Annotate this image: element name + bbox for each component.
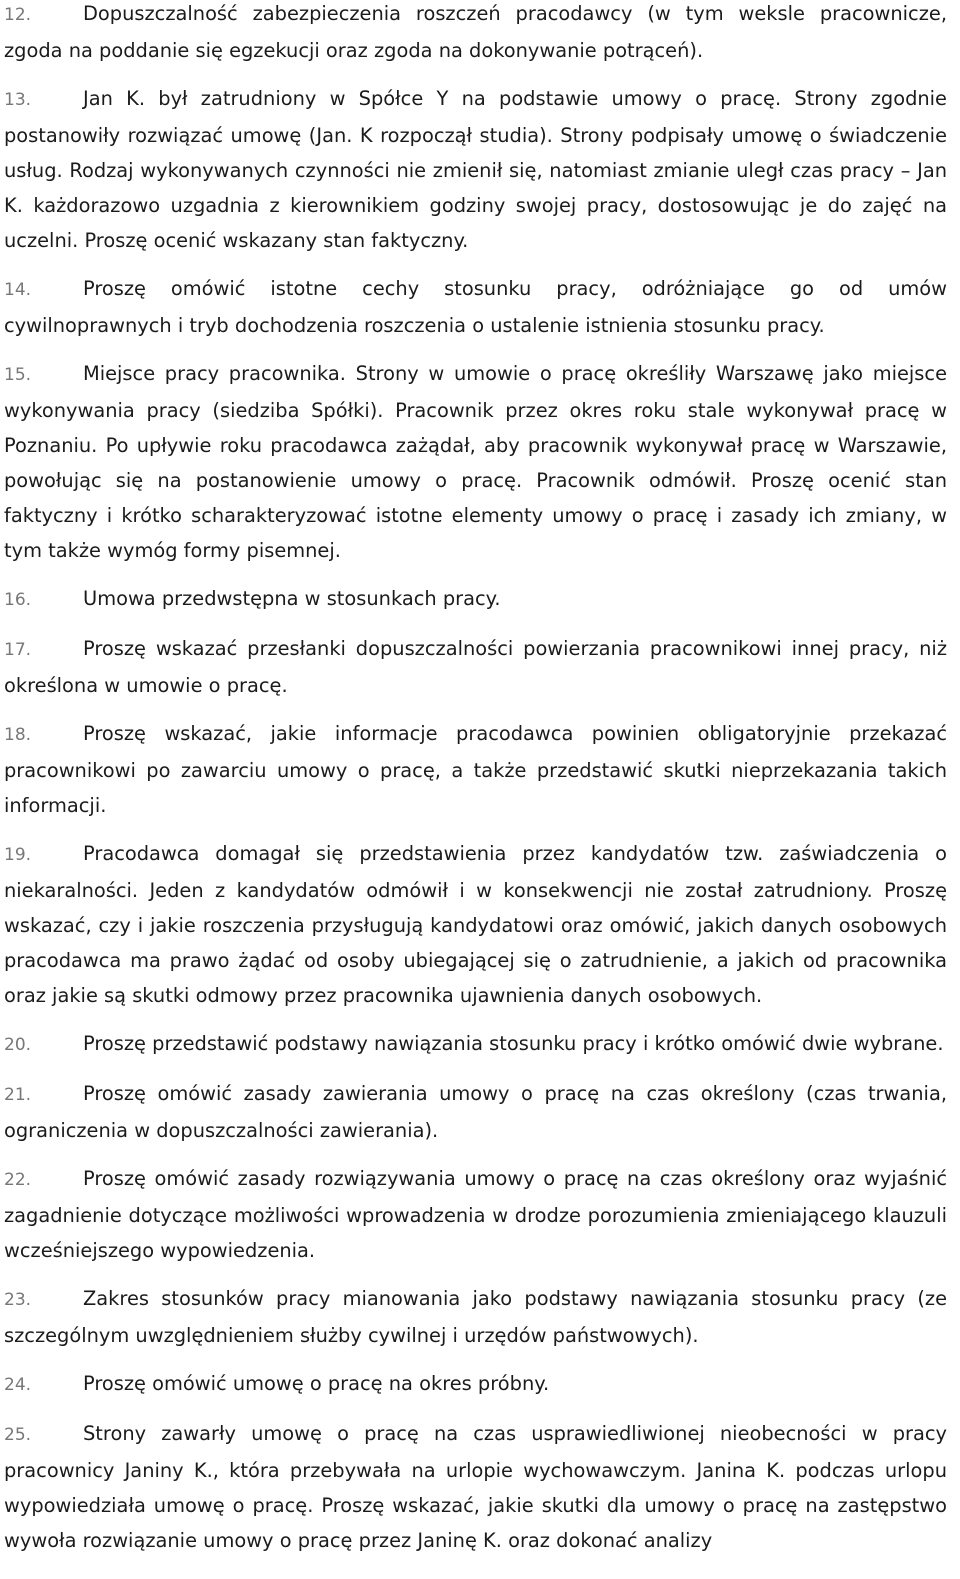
question-item: [4, 716, 947, 823]
question-item: [4, 0, 947, 68]
question-number: 24.: [4, 1375, 32, 1395]
question-text: Proszę omówić umowę o pracę na okres próbny.: [83, 1372, 550, 1395]
question-number: 22.: [4, 1170, 32, 1190]
question-item: [4, 1366, 947, 1403]
question-text: Pracodawca domagał się przedstawienia przez kandydatów tzw. zaświadczenia o niekaralności. Jeden z kandydatów odmówił i w konsekwencji nie został zatrudniony. Proszę wskazać, czy i jakie roszczenia przysługują kandydatowi oraz omówić, jakich danych osobowych pracodawca ma prawo żądać od osoby ubiegającej się o zatrudnienie, a jakich od pracownika oraz jakie są skutki odmowy przez pracownika ujawnienia danych osobowych.: [4, 842, 947, 1007]
question-number: 13.: [4, 90, 32, 110]
question-item: [4, 1161, 947, 1268]
question-text: Proszę omówić istotne cechy stosunku pracy, odróżniające go od umów cywilnoprawnych i tryb dochodzenia roszczenia o ustalenie istnienia stosunku pracy.: [4, 277, 947, 337]
question-text: Strony zawarły umowę o pracę na czas usprawiedliwionej nieobecności w pracy pracownicy Janiny K., która przebywała na urlopie wychowawczym. Janina K. podczas urlopu wypowiedziała umowę o pracę. Proszę wskazać, jakie skutki dla umowy o pracę na zastępstwo wywoła rozwiązanie umowy o pracę przez Janinę K. oraz dokonać analizy: [4, 1422, 947, 1552]
question-number: 25.: [4, 1425, 32, 1445]
question-text: Miejsce pracy pracownika. Strony w umowie o pracę określiły Warszawę jako miejsce wykonywania pracy (siedziba Spółki). Pracownik przez okres roku stale wykonywał pracę w Poznaniu. Po upływie roku pracodawca zażądał, aby pracownik wykonywał pracę w Warszawie, powołując się na postanowienie umowy o pracę. Pracownik odmówił. Proszę ocenić stan faktyczny i krótko scharakteryzować istotne elementy umowy o pracę i zasady ich zmiany, w tym także wymóg formy pisemnej.: [4, 362, 947, 562]
question-number: 12.: [4, 5, 32, 25]
question-number: 16.: [4, 590, 32, 610]
question-number: 15.: [4, 365, 32, 385]
question-item: [4, 836, 947, 1013]
question-number: 21.: [4, 1085, 32, 1105]
question-item: [4, 1281, 947, 1353]
question-item: [4, 581, 947, 618]
question-number: 19.: [4, 845, 32, 865]
question-item: [4, 81, 947, 258]
question-item: [4, 1026, 947, 1063]
question-text: Proszę omówić zasady zawierania umowy o pracę na czas określony (czas trwania, ograniczenia w dopuszczalności zawierania).: [4, 1082, 947, 1142]
question-item: [4, 1076, 947, 1148]
question-text: Proszę wskazać, jakie informacje pracodawca powinien obligatoryjnie przekazać pracownikowi po zawarciu umowy o pracę, a także przedstawić skutki nieprzekazania takich informacji.: [4, 722, 947, 817]
question-text: Jan K. był zatrudniony w Spółce Y na podstawie umowy o pracę. Strony zgodnie postanowiły rozwiązać umowę (Jan. K rozpoczął studia). Strony podpisały umowę o świadczenie usług. Rodzaj wykonywanych czynności nie zmienił się, natomiast zmianie uległ czas pracy – Jan K. każdorazowo uzgadnia z kierownikiem godziny swojej pracy, dostosowując je do zajęć na uczelni. Proszę ocenić wskazany stan faktyczny.: [4, 87, 947, 252]
question-item: [4, 631, 947, 703]
question-text: Proszę omówić zasady rozwiązywania umowy o pracę na czas określony oraz wyjaśnić zagadnienie dotyczące możliwości wprowadzenia w drodze porozumienia zmieniającego klauzuli wcześniejszego wypowiedzenia.: [4, 1167, 947, 1262]
question-text: Umowa przedwstępna w stosunkach pracy.: [83, 587, 501, 610]
question-number: 14.: [4, 280, 32, 300]
question-number: 17.: [4, 640, 32, 660]
question-number: 18.: [4, 725, 32, 745]
question-text: Proszę wskazać przesłanki dopuszczalności powierzania pracownikowi innej pracy, niż określona w umowie o pracę.: [4, 637, 947, 697]
document-body: [4, 0, 947, 1571]
question-item: [4, 1416, 947, 1558]
question-item: [4, 356, 947, 568]
question-text: Dopuszczalność zabezpieczenia roszczeń pracodawcy (w tym weksle pracownicze, zgoda na poddanie się egzekucji oraz zgoda na dokonywanie potrąceń).: [4, 2, 947, 62]
question-number: 20.: [4, 1035, 32, 1055]
question-text: Proszę przedstawić podstawy nawiązania stosunku pracy i krótko omówić dwie wybrane.: [83, 1032, 944, 1055]
question-item: [4, 271, 947, 343]
question-text: Zakres stosunków pracy mianowania jako podstawy nawiązania stosunku pracy (ze szczególnym uwzględnieniem służby cywilnej i urzędów państwowych).: [4, 1287, 947, 1347]
question-number: 23.: [4, 1290, 32, 1310]
